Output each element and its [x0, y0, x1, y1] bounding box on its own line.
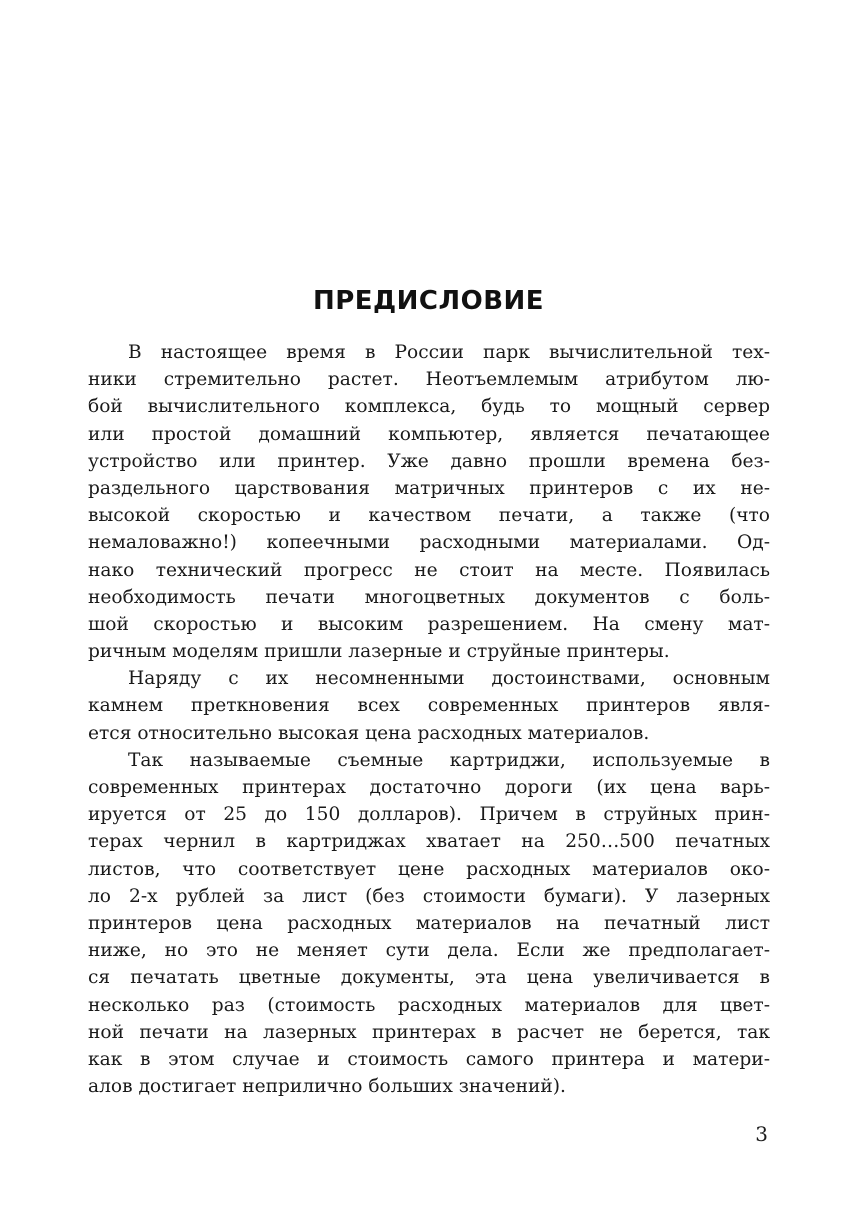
text-line: высокой скоростью и качеством печати, а также (что [88, 505, 770, 527]
text-line: несколько раз (стоимость расходных материалов для цвет- [88, 994, 770, 1016]
text-line: В настоящее время в России парк вычислительной тех- [128, 342, 770, 363]
text-line: как в этом случае и стоимость самого принтера и матери- [88, 1048, 770, 1070]
text-line: или простой домашний компьютер, является печатающее [88, 423, 770, 445]
text-line: ся печатать цветные документы, эта цена увеличивается в [88, 967, 770, 989]
text-line: немаловажно!) копеечными расходными материалами. Од- [88, 532, 770, 554]
page-number: 3 [755, 1122, 768, 1146]
text-line: ники стремительно растет. Неотъемлемым атрибутом лю- [88, 369, 770, 391]
paragraph-2 [88, 665, 770, 747]
text-line: алов достигает неприлично больших значений). [88, 1076, 566, 1098]
text-line: ло 2-х рублей за лист (без стоимости бумаги). У лазерных [88, 885, 770, 907]
page-title: ПРЕДИСЛОВИЕ [312, 286, 545, 316]
paragraph-1 [88, 339, 770, 665]
text-line: современных принтерах достаточно дороги (их цена варь- [88, 777, 770, 798]
text-line: ется относительно высокая цена расходных материалов. [88, 722, 650, 744]
text-line: ной печати на лазерных принтерах в расчет не берется, так [88, 1021, 770, 1043]
text-line: принтеров цена расходных материалов на печатный лист [88, 912, 770, 934]
body-text [88, 339, 770, 1100]
text-line: ниже, но это не меняет сути дела. Если же предполагает- [88, 940, 770, 962]
text-line: раздельного царствования матричных принтеров с их не- [88, 477, 770, 499]
text-line: нако технический прогресс не стоит на месте. Появилась [88, 559, 770, 581]
text-line: ричным моделям пришли лазерные и струйные принтеры. [88, 641, 670, 663]
text-line: терах чернил в картриджах хватает на 250…500 печатных [88, 831, 770, 853]
text-line: необходимость печати многоцветных документов с боль- [88, 586, 770, 608]
paragraph-3 [88, 747, 770, 1100]
text-line: Наряду с их несомненными достоинствами, основным [128, 668, 770, 690]
text-line: ируется от 25 до 150 долларов). Причем в струйных прин- [88, 804, 770, 826]
text-line: камнем преткновения всех современных принтеров явля- [88, 695, 770, 717]
text-line: устройство или принтер. Уже давно прошли времена без- [88, 450, 770, 472]
text-line: листов, что соответствует цене расходных материалов око- [88, 858, 770, 880]
text-line: бой вычислительного комплекса, будь то мощный сервер [88, 396, 770, 418]
text-line: шой скоростью и высоким разрешением. На смену мат- [88, 613, 770, 635]
text-line: Так называемые съемные картриджи, используемые в [128, 749, 770, 771]
